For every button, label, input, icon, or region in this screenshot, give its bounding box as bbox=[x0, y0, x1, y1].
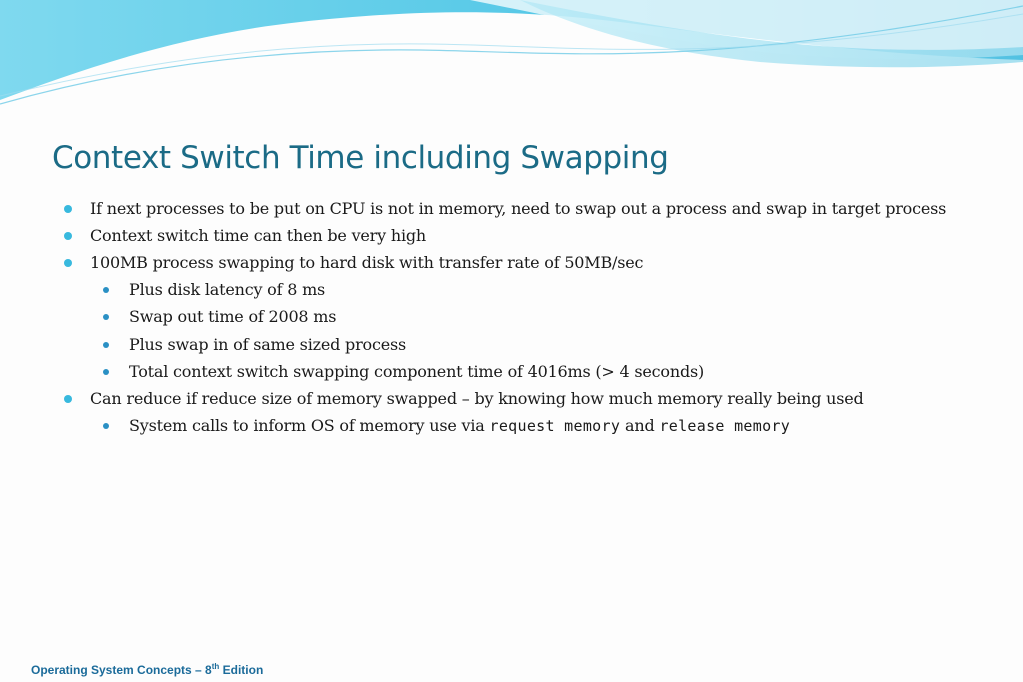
bullet-text: Context switch time can then be very high bbox=[90, 226, 427, 245]
code-request-memory: request memory bbox=[489, 417, 621, 435]
sub-bullet-item bbox=[129, 277, 325, 303]
footer-caption bbox=[31, 663, 263, 677]
footer-superscript: th bbox=[211, 662, 220, 671]
sub-bullet-dot-icon bbox=[103, 287, 109, 293]
header-wave-banner bbox=[0, 0, 1023, 110]
bullet-item bbox=[90, 386, 864, 412]
bullet-item bbox=[90, 223, 426, 249]
bullet-item bbox=[90, 196, 946, 222]
bullet-text: System calls to inform OS of memory use via bbox=[129, 416, 485, 435]
sub-bullet-dot-icon bbox=[103, 369, 109, 375]
bullet-text: Plus swap in of same sized process bbox=[129, 335, 407, 354]
bullet-dot-icon bbox=[64, 232, 72, 240]
bullet-text: Swap out time of 2008 ms bbox=[129, 307, 337, 326]
bullet-dot-icon bbox=[64, 205, 72, 213]
bullet-dot-icon bbox=[64, 259, 72, 267]
sub-bullet-dot-icon bbox=[103, 314, 109, 320]
bullet-text: Plus disk latency of 8 ms bbox=[129, 280, 326, 299]
sub-bullet-item bbox=[129, 413, 790, 439]
sub-bullet-dot-icon bbox=[103, 423, 109, 429]
bullet-text: If next processes to be put on CPU is not in memory, need to swap out a process and swap in target process bbox=[90, 199, 947, 218]
footer-suffix: Edition bbox=[219, 663, 264, 677]
bullet-text: Can reduce if reduce size of memory swapped – by knowing how much memory really being used bbox=[90, 389, 864, 408]
slide-title: Context Switch Time including Swapping bbox=[52, 140, 669, 176]
bullet-item bbox=[90, 250, 643, 276]
sub-bullet-item bbox=[129, 304, 336, 330]
sub-bullet-item bbox=[129, 359, 704, 385]
bullet-text: Total context switch swapping component time of 4016ms (> 4 seconds) bbox=[129, 362, 705, 381]
bullet-dot-icon bbox=[64, 395, 72, 403]
bullet-text: 100MB process swapping to hard disk with transfer rate of 50MB/sec bbox=[90, 253, 644, 272]
bullet-text-and: and bbox=[625, 416, 655, 435]
footer-text: Operating System Concepts – 8 bbox=[31, 663, 212, 677]
sub-bullet-dot-icon bbox=[103, 342, 109, 348]
code-release-memory: release memory bbox=[659, 417, 791, 435]
sub-bullet-item bbox=[129, 332, 406, 358]
